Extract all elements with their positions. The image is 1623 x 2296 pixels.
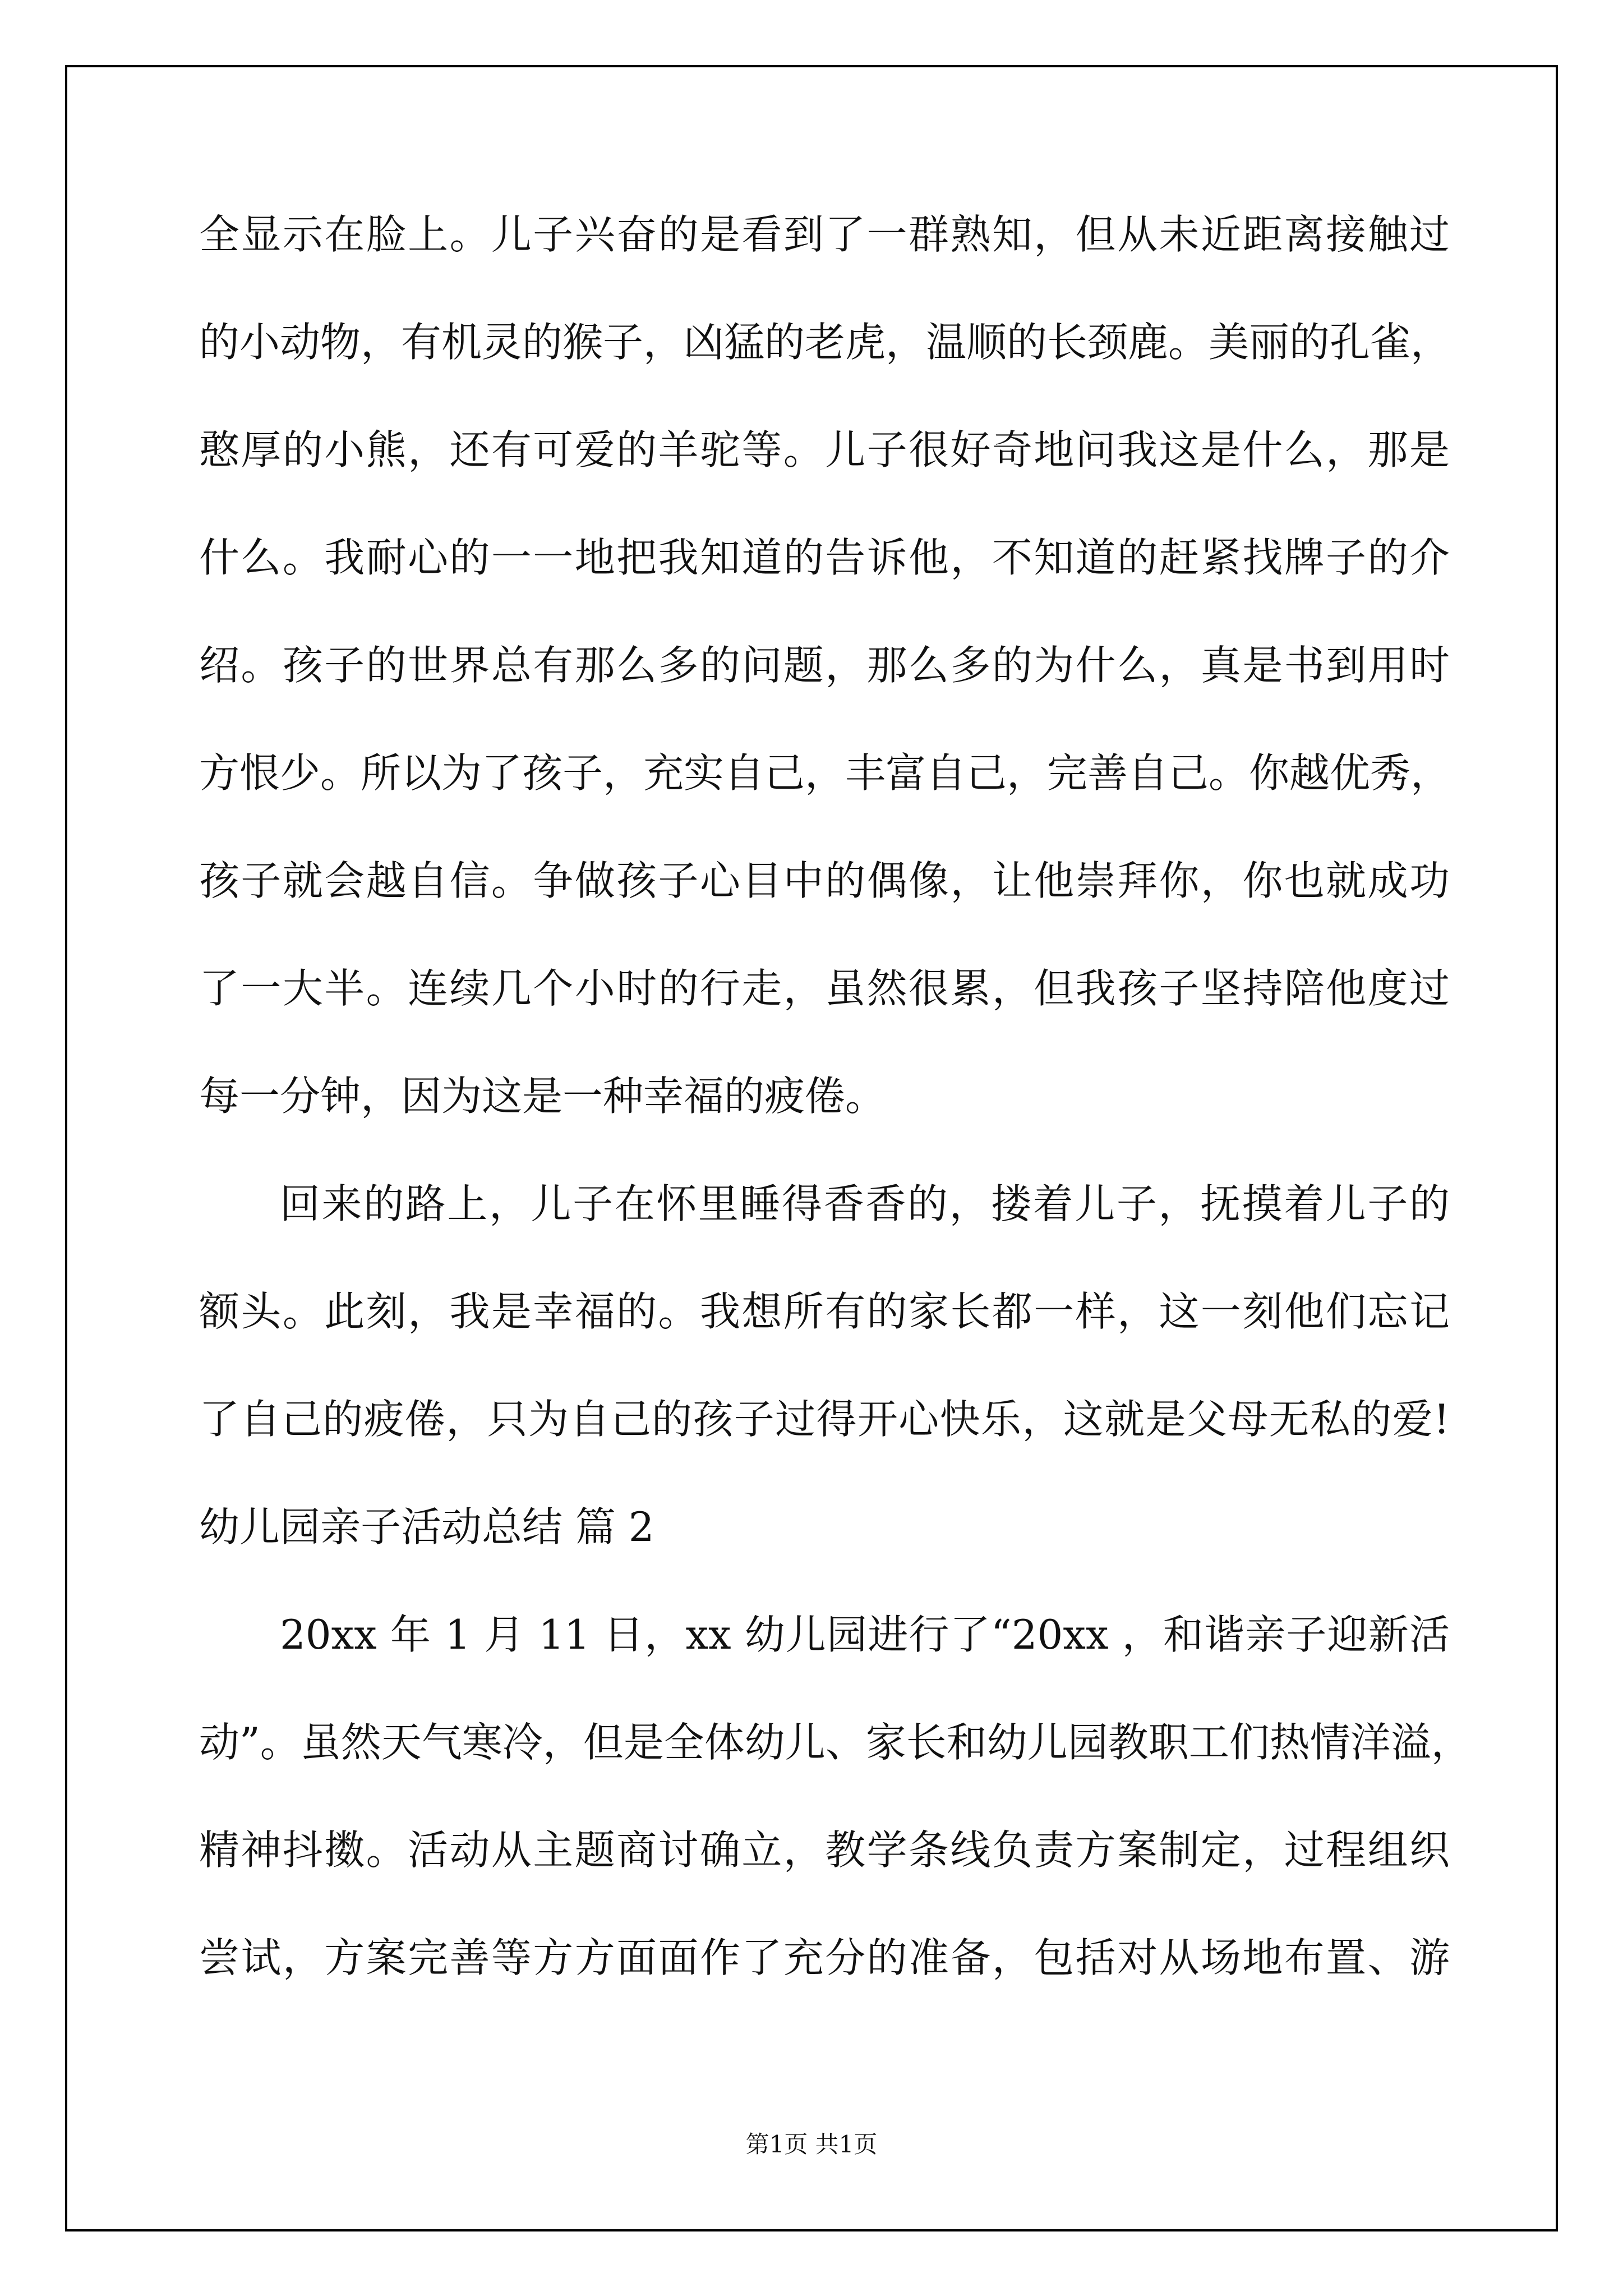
text-line: 方恨少。所以为了孩子，充实自己，丰富自己，完善自己。你越优秀， [199, 749, 1451, 797]
text-line: 了自己的疲倦，只为自己的孩子过得开心快乐，这就是父母无私的爱! [199, 1396, 1450, 1443]
text-line: 精神抖擞。活动从主题商讨确立，教学条线负责方案制定，过程组织 [199, 1826, 1450, 1874]
text-line: 全显示在脸上。儿子兴奋的是看到了一群熟知，但从未近距离接触过 [199, 211, 1450, 258]
text-line: 的小动物，有机灵的猴子，凶猛的老虎，温顺的长颈鹿。美丽的孔雀， [199, 319, 1451, 366]
text-line: 每一分钟，因为这是一种幸福的疲倦。 [199, 1073, 886, 1120]
page-footer: 第1页 共1页 [745, 2131, 878, 2158]
section-heading: 幼儿园亲子活动总结 篇 2 [199, 1503, 654, 1550]
paragraph-first-line: 回来的路上，儿子在怀里睡得香香的，搂着儿子，抚摸着儿子的 [280, 1180, 1450, 1227]
text-line: 额头。此刻，我是幸福的。我想所有的家长都一样，这一刻他们忘记 [199, 1288, 1450, 1335]
text-line: 憨厚的小熊，还有可爱的羊驼等。儿子很好奇地问我这是什么，那是 [199, 426, 1450, 473]
text-line: 孩子就会越自信。争做孩子心目中的偶像，让他崇拜你，你也就成功 [199, 857, 1450, 904]
text-line: 尝试，方案完善等方方面面作了充分的准备，包括对从场地布置、游 [199, 1934, 1450, 1981]
paragraph-first-line: 20xx 年 1 月 11 日，xx 幼儿园进行了“20xx ，和谐亲子迎新活 [280, 1611, 1450, 1658]
text-line: 绍。孩子的世界总有那么多的问题，那么多的为什么，真是书到用时 [199, 642, 1450, 689]
text-line: 了一大半。连续几个小时的行走，虽然很累，但我孩子坚持陪他度过 [199, 965, 1450, 1012]
page-border [65, 65, 1558, 2231]
text-line: 什么。我耐心的一一地把我知道的告诉他，不知道的赶紧找牌子的介 [199, 534, 1450, 581]
text-line: 动”。虽然天气寒冷，但是全体幼儿、家长和幼儿园教职工们热情洋溢， [199, 1719, 1472, 1766]
